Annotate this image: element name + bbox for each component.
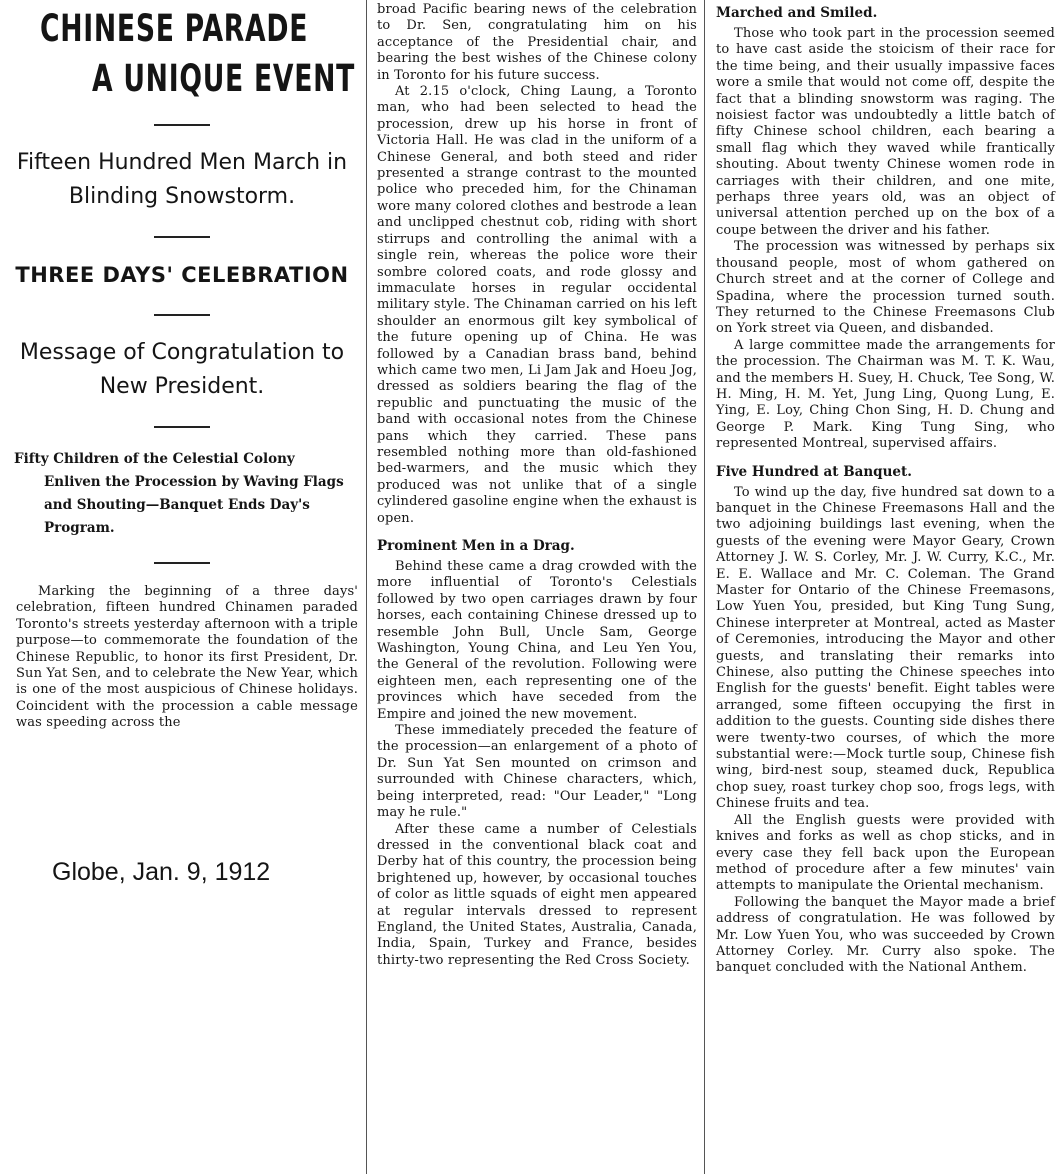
deck-2: THREE DAYS' CELEBRATION	[15, 263, 349, 287]
source-caption: Globe, Jan. 9, 1912	[52, 858, 271, 886]
deck-3: Message of Congratulation to New President.	[19, 340, 345, 399]
paragraph: All the English guests were provided with knives and forks as well as chop sticks, and in every case they fell back upon the European method of procedure after a few minutes' vain attempts to manipulate the Oriental mechanism.	[716, 812, 1055, 894]
deck-4: Fifty Children of the Celestial Colony Enliven the Procession by Waving Flags and Shouting—Banquet Ends Day's Program.	[14, 451, 344, 536]
paragraph: A large committee made the arrangements for the procession. The Chairman was M. T. K. Wau, and the members H. Suey, H. Chuck, Tee Song, W. H. Ming, H. M. Yet, Jung Ling, Quong Lung, E. Ying, E. Loy, Ching Chon Sing, H. D. Chung and George P. Mark. King Tung Sing, who represented Montreal, supervised affairs.	[716, 337, 1055, 452]
paragraph: broad Pacific bearing news of the celebration to Dr. Sen, congratulating him on his acceptance of the Presidential chair, and bearing the best wishes of the Chinese colony in Toronto for his future success.	[377, 2, 697, 83]
paragraph: To wind up the day, five hundred sat down to a banquet in the Chinese Freemasons Hall and the two adjoining buildings last evening, when the guests of the evening were Mayor Geary, Crown Attorney J. W. S. Corley, Mr. J. W. Curry, K.C., Mr. E. E. Wallace and Mr. C. Coleman. The Grand Master for Ontario of the Chinese Freemasons, Low Yuen You, presided, but King Tung Sung, Chinese interpreter at Montreal, acted as Master of Ceremonies, introducing the Mayor and other guests, and translating their remarks into Chinese, also putting the Chinese speeches into English for the guests' benefit. Eight tables were arranged, some fifteen occupying the first in addition to the guests. Counting side dishes there were twenty-two courses, of which the more substantial were:—Mock turtle soup, Chinese fish wing, bird-nest soup, steamed duck, Republica chop suey, roast turkey chop soo, frogs legs, with Chinese fruits and tea.	[716, 484, 1055, 812]
paragraph: After these came a number of Celestials dressed in the conventional black coat and Derby hat of this country, the procession being brightened up, however, by occasional touches of color as little squads of eight men appeared at regular intervals dressed to represent England, the United States, Australia, Canada, India, Spain, Turkey and France, besides thirty-two representing the Red Cross Society.	[377, 821, 697, 968]
article-lead-paragraph: Marking the beginning of a three days' celebration, fifteen hundred Chinamen paraded Toronto's streets yesterday afternoon with a triple purpose—to commemorate the foundation of the Chinese Republic, to honor its first President, Dr. Sun Yat Sen, and to celebrate the New Year, which is one of the most auspicious of Chinese holidays. Coincident with the procession a cable message was speeding across the	[16, 584, 358, 731]
paragraph: The procession was witnessed by perhaps six thousand people, most of whom gathered on Church street and at the corner of College and Spadina, where the procession turned south. They returned to the Chinese Freemasons Club on York street via Queen, and disbanded.	[716, 239, 1055, 337]
paragraph: Those who took part in the procession seemed to have cast aside the stoicism of their race for the time being, and their usually impassive faces wore a smile that would not come off, despite the fact that a blinding snowstorm was raging. The noisiest factor was undoubtedly a little batch of fifty Chinese school children, each bearing a small flag which they waved while frantically shouting. About twenty Chinese women rode in carriages with their children, and one mite, perhaps three years old, was an object of universal attention perched up on the box of a coupe between the driver and his father.	[716, 26, 1055, 238]
headline-line-2: A UNIQUE EVENT	[92, 57, 356, 100]
divider	[154, 562, 210, 564]
paragraph: At 2.15 o'clock, Ching Laung, a Toronto man, who had been selected to head the procession, drew up his horse in front of Victoria Hall. He was clad in the uniform of a Chinese General, and both steed and rider presented a strange contrast to the mounted police who preceded him, for the Chinaman wore many colored clothes and bestrode a lean and unclipped chestnut cob, riding with short stirrups and controlling the animal with a single rein, whereas the police wore their sombre colored coats, and rode glossy and immaculate horses in regular occidental military style. The Chinaman carried on his left shoulder an enormous gilt key symbolical of the future opening up of China. He was followed by a Canadian brass band, behind which came two men, Li Jam Jak and Hoeu Jog, dressed as soldiers bearing the flag of the republic and punctuating the music of the band with occasional notes from the Chinese pans which they carried. These pans resembled nothing more than old-fashioned bed-warmers, and the music which they produced was not unlike that of a single cylindered gasoline engine when the exhaust is open.	[377, 84, 697, 526]
column-1	[0, 0, 364, 1174]
column-3	[708, 0, 1057, 1174]
subhead: Marched and Smiled.	[716, 5, 878, 21]
paragraph: Behind these came a drag crowded with the more influential of Toronto's Celestials followed by two open carriages drawn by four horses, each containing Chinese dressed up to resemble John Bull, Uncle Sam, George Washington, Young China, and Leu Yen You, the General of the revolution. Following were eighteen men, each representing one of the provinces which have seceded from the Empire and joined the new movement.	[377, 559, 697, 722]
paragraph: Following the banquet the Mayor made a brief address of congratulation. He was followed by Mr. Low Yuen You, who was succeeded by Crown Attorney Corley. Mr. Curry also spoke. The banquet concluded with the National Anthem.	[716, 894, 1055, 976]
divider	[154, 314, 210, 316]
divider	[154, 124, 210, 126]
column-rule-2	[704, 0, 705, 1174]
divider	[154, 236, 210, 238]
headline-line-1: CHINESE PARADE	[40, 7, 309, 50]
subhead: Prominent Men in a Drag.	[377, 538, 575, 554]
subhead: Five Hundred at Banquet.	[716, 463, 912, 480]
column-rule-1	[366, 0, 367, 1174]
divider	[154, 426, 210, 428]
column-2	[369, 0, 699, 1174]
paragraph: These immediately preceded the feature of the procession—an enlargement of a photo of Dr. Sun Yat Sen mounted on crimson and surrounded with Chinese characters, which, being interpreted, read: "Our Leader," "Long may he rule."	[377, 723, 697, 821]
deck-1: Fifteen Hundred Men March in Blinding Snowstorm.	[16, 150, 348, 209]
